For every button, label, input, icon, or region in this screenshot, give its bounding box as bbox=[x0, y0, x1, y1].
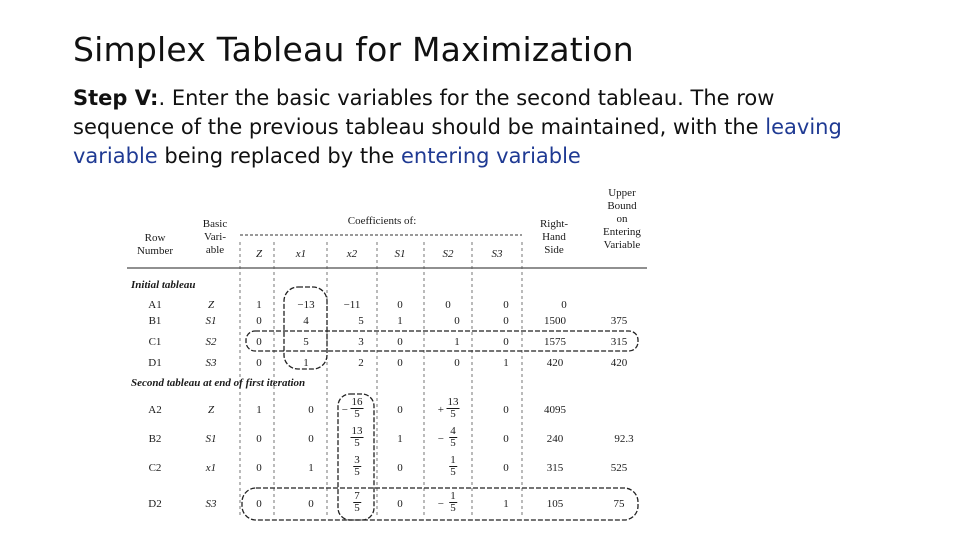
rhs-value: 105 bbox=[546, 498, 564, 510]
s3-value: 0 bbox=[503, 336, 509, 348]
second-tableau-label: Second tableau at end of first iteration bbox=[131, 377, 306, 389]
row-number: A1 bbox=[148, 299, 162, 311]
upper-bound-value: 315 bbox=[610, 336, 628, 348]
s2-numerator: 1 bbox=[450, 454, 456, 466]
row-number: D1 bbox=[148, 357, 162, 369]
s3-value: 1 bbox=[503, 498, 509, 510]
s2-fraction bbox=[449, 426, 457, 449]
initial-tableau-label: Initial tableau bbox=[131, 279, 196, 291]
x1-value: 1 bbox=[308, 462, 314, 474]
x1-value: 4 bbox=[303, 315, 309, 327]
s1-value: 1 bbox=[397, 315, 403, 327]
s2-denominator: 5 bbox=[450, 408, 456, 420]
x2-numerator: 7 bbox=[354, 490, 360, 502]
s2-sign: − bbox=[437, 433, 444, 445]
upper-bound-value: 420 bbox=[610, 357, 628, 369]
x2-value: 3 bbox=[358, 336, 364, 348]
simplex-tableau-image bbox=[122, 182, 652, 527]
row-number: B2 bbox=[148, 433, 162, 445]
header-x2: x2 bbox=[346, 248, 358, 260]
z-value: 0 bbox=[256, 315, 262, 327]
rhs-value: 240 bbox=[546, 433, 564, 445]
s2-value: 0 bbox=[445, 299, 451, 311]
step-body-2: being replaced by the bbox=[157, 144, 401, 168]
z-value: 0 bbox=[256, 498, 262, 510]
row-number: C2 bbox=[148, 462, 162, 474]
s1-value: 0 bbox=[397, 404, 403, 416]
s3-value: 0 bbox=[503, 462, 509, 474]
s2-sign: + bbox=[437, 404, 444, 416]
x2-value: −11 bbox=[343, 299, 361, 311]
x2-fraction bbox=[353, 491, 361, 514]
x1-value: 1 bbox=[303, 357, 309, 369]
x2-fraction bbox=[351, 397, 364, 420]
rhs-value: 1500 bbox=[544, 315, 566, 327]
basic-variable: S1 bbox=[205, 315, 217, 327]
x2-denominator: 5 bbox=[354, 502, 360, 514]
z-value: 0 bbox=[256, 433, 262, 445]
s1-value: 1 bbox=[397, 433, 403, 445]
rhs-value: 0 bbox=[561, 299, 567, 311]
z-value: 0 bbox=[256, 462, 262, 474]
header-right-hand-side: Right- Hand Side bbox=[539, 218, 569, 256]
z-value: 1 bbox=[256, 404, 262, 416]
x2-fraction bbox=[351, 426, 364, 449]
basic-variable: S1 bbox=[205, 433, 217, 445]
s2-value: 1 bbox=[454, 336, 460, 348]
basic-variable: Z bbox=[207, 299, 215, 311]
x2-denominator: 5 bbox=[354, 408, 360, 420]
x2-value: 2 bbox=[358, 357, 364, 369]
s3-value: 0 bbox=[503, 433, 509, 445]
x2-fraction bbox=[353, 455, 361, 478]
leaving-variable-term: leaving variable bbox=[73, 115, 842, 168]
header-basic-variable: Basic Vari- able bbox=[202, 218, 228, 256]
header-s1: S1 bbox=[394, 248, 406, 260]
s3-value: 0 bbox=[503, 315, 509, 327]
z-value: 0 bbox=[256, 336, 262, 348]
s2-denominator: 5 bbox=[450, 466, 456, 478]
x1-value: −13 bbox=[297, 299, 315, 311]
rhs-value: 1575 bbox=[544, 336, 566, 348]
upper-bound-value: 525 bbox=[610, 462, 628, 474]
header-row-number: Row Number bbox=[136, 232, 174, 257]
s3-value: 0 bbox=[503, 404, 509, 416]
header-x1: x1 bbox=[295, 248, 307, 260]
s2-fraction bbox=[449, 455, 457, 478]
header-s3: S3 bbox=[491, 248, 503, 260]
row-number: D2 bbox=[148, 498, 162, 510]
basic-variable: Z bbox=[207, 404, 215, 416]
x2-numerator: 3 bbox=[354, 454, 360, 466]
row-number: A2 bbox=[148, 404, 162, 416]
s1-value: 0 bbox=[397, 336, 403, 348]
step-description bbox=[73, 84, 853, 171]
step-label: Step V: bbox=[73, 86, 159, 110]
basic-variable: S3 bbox=[205, 498, 217, 510]
s2-numerator: 1 bbox=[450, 490, 456, 502]
x2-value: 5 bbox=[358, 315, 364, 327]
x2-denominator: 5 bbox=[354, 437, 360, 449]
x2-numerator: 16 bbox=[351, 396, 363, 408]
s3-value: 1 bbox=[503, 357, 509, 369]
s1-value: 0 bbox=[397, 299, 403, 311]
rhs-value: 315 bbox=[546, 462, 564, 474]
s1-value: 0 bbox=[397, 462, 403, 474]
tableau-lines bbox=[122, 182, 652, 527]
s2-fraction bbox=[447, 397, 460, 420]
s2-denominator: 5 bbox=[450, 437, 456, 449]
s1-value: 0 bbox=[397, 498, 403, 510]
x1-value: 0 bbox=[308, 498, 314, 510]
s2-value: 0 bbox=[454, 315, 460, 327]
s2-numerator: 4 bbox=[450, 425, 456, 437]
s2-denominator: 5 bbox=[450, 502, 456, 514]
row-number: C1 bbox=[148, 336, 162, 348]
s3-value: 0 bbox=[503, 299, 509, 311]
rhs-value: 420 bbox=[546, 357, 564, 369]
basic-variable: S2 bbox=[205, 336, 217, 348]
header-upper-bound: Upper Bound on Entering Variable bbox=[603, 187, 641, 251]
x1-value: 0 bbox=[308, 433, 314, 445]
upper-bound-value: 75 bbox=[613, 498, 625, 510]
s2-sign: − bbox=[437, 498, 444, 510]
s1-value: 0 bbox=[397, 357, 403, 369]
header-s2: S2 bbox=[442, 248, 454, 260]
x2-sign: − bbox=[341, 404, 348, 416]
s2-value: 0 bbox=[454, 357, 460, 369]
upper-bound-value: 375 bbox=[610, 315, 628, 327]
s2-fraction bbox=[449, 491, 457, 514]
step-body-1: . Enter the basic variables for the second tableau. The row sequence of the previous tableau should be maintained, with the bbox=[73, 86, 775, 139]
rhs-value: 4095 bbox=[544, 404, 566, 416]
header-z: Z bbox=[255, 248, 263, 260]
row-number: B1 bbox=[148, 315, 162, 327]
x1-value: 0 bbox=[308, 404, 314, 416]
entering-variable-term: entering variable bbox=[400, 144, 581, 168]
slide-title: Simplex Tableau for Maximization bbox=[73, 30, 634, 69]
basic-variable: S3 bbox=[205, 357, 217, 369]
x1-value: 5 bbox=[303, 336, 309, 348]
s2-numerator: 13 bbox=[447, 396, 459, 408]
header-coefficients-of: Coefficients of: bbox=[347, 215, 417, 227]
x2-denominator: 5 bbox=[354, 466, 360, 478]
upper-bound-value: 92.3 bbox=[614, 433, 634, 445]
basic-variable: x1 bbox=[205, 462, 217, 474]
z-value: 1 bbox=[256, 299, 262, 311]
z-value: 0 bbox=[256, 357, 262, 369]
x2-numerator: 13 bbox=[351, 425, 363, 437]
